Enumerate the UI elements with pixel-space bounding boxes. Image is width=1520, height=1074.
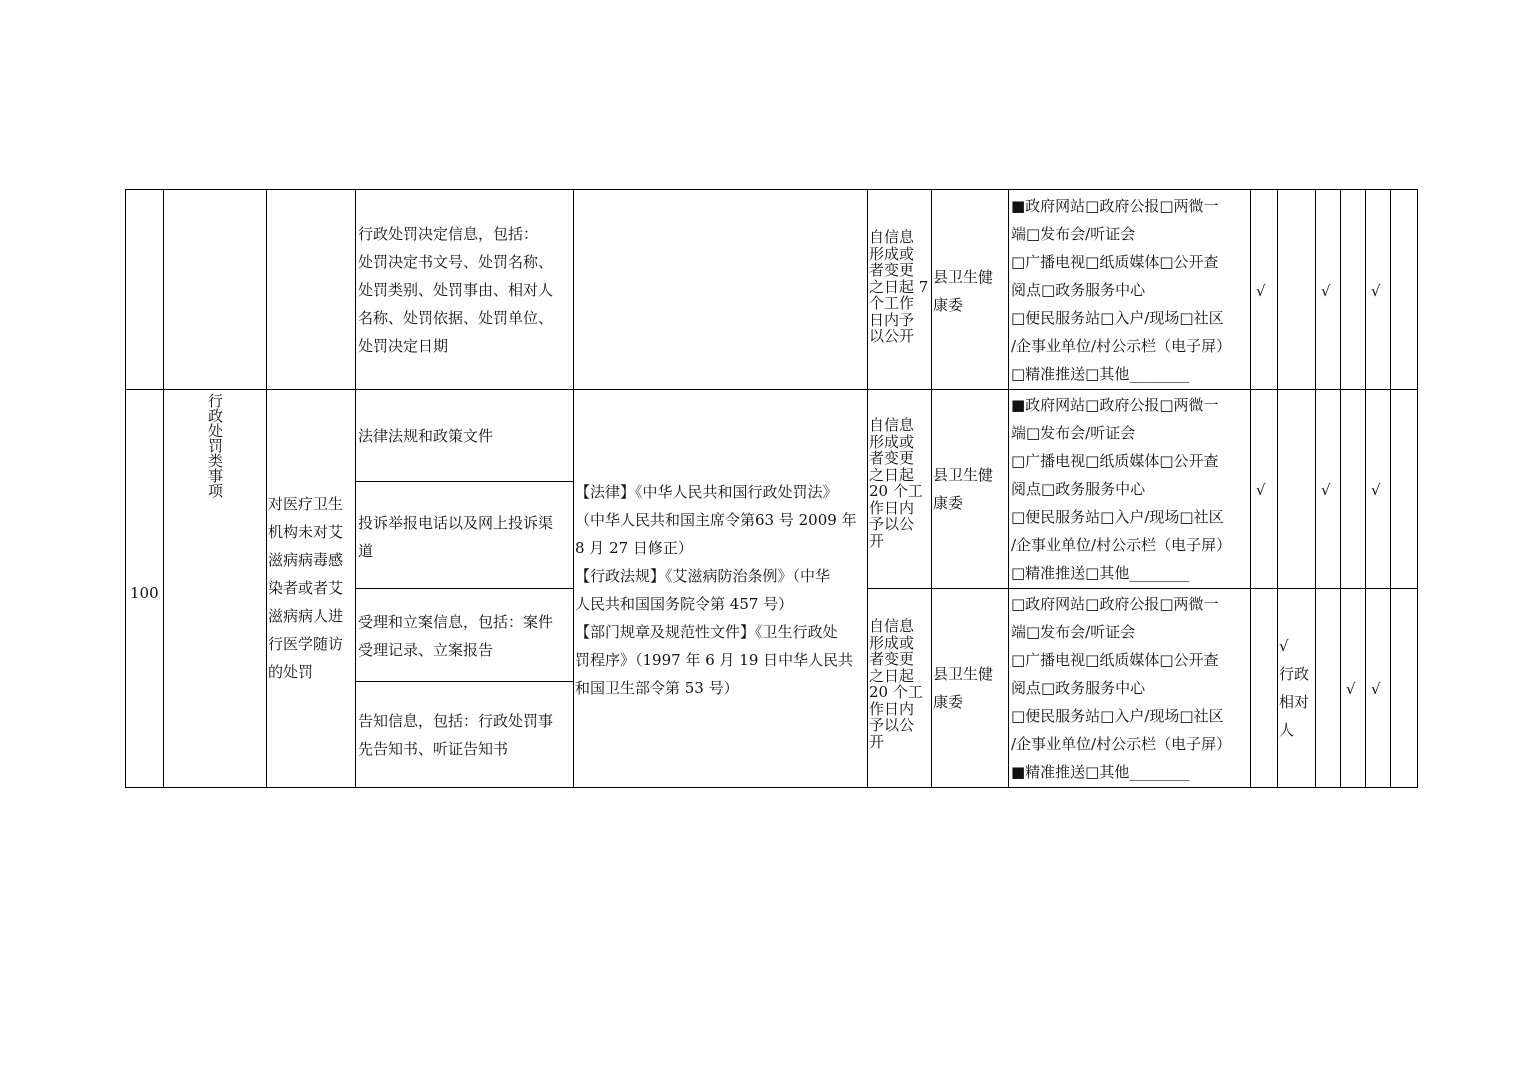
content-decision-info: 行政处罚决定信息，包括： 处罚决定书文号、处罚名称、 处罚类别、处罚事由、相对人 名称、处罚依据、处罚单位、 处罚决定日期: [358, 225, 554, 355]
col-divider: [573, 189, 574, 788]
disclosure-table: [125, 189, 1418, 788]
row-divider: [355, 681, 573, 682]
check-mark: √: [1321, 282, 1331, 300]
item-category: 行政处罚类事项: [206, 393, 224, 498]
col-divider: [931, 189, 932, 788]
disclosure-channels: □政府网站□政府公报□两微一 端□发布会/听证会 □广播电视□纸质媒体□公开查 阅点□政务服务中心 □便民服务站□入户/现场□社区 /企事业单位/村公示栏（电子屏） ■精准推送□其他________: [1011, 595, 1232, 781]
check-mark: √: [1371, 282, 1381, 300]
row-divider: [355, 588, 573, 589]
check-mark: √: [1371, 481, 1381, 499]
time-limit: 自信息 形成或 者变更 之日起 7 个工作 日内予 以公开: [869, 228, 929, 345]
disclosure-channels: ■政府网站□政府公报□两微一 端□发布会/听证会 □广播电视□纸质媒体□公开查 阅点□政务服务中心 □便民服务站□入户/现场□社区 /企事业单位/村公示栏（电子屏） □精准推送□其他________: [1011, 197, 1232, 383]
col-divider: [1277, 189, 1278, 788]
col-divider: [163, 189, 164, 788]
time-limit: 自信息 形成或 者变更 之日起 20 个工 作日内 予以公 开: [869, 416, 923, 550]
item-number: 100: [130, 584, 159, 602]
legal-basis: 【法律】《中华人民共和国行政处罚法》 （中华人民共和国主席令第63 号 2009 年 8 月 27 日修正） 【行政法规】《艾滋病防治条例》（中华 人民共和国国务院令第 457 号） 【部门规章及规范性文件】《卫生行政处 罚程序》（1997 年 6 月 19 日中华人民共 和国卫生部令第 53 号）: [575, 483, 857, 697]
item-name: 对医疗卫生 机构未对艾 滋病病毒感 染者或者艾 滋病病人进 行医学随访 的处罚: [268, 495, 344, 681]
disclosure-object: √ 行政 相对 人: [1279, 637, 1310, 739]
check-mark: √: [1371, 680, 1381, 698]
content-complaints: 投诉举报电话以及网上投诉渠 道: [358, 514, 554, 560]
responsible-subject: 县卫生健 康委: [933, 466, 994, 512]
content-notice: 告知信息，包括：行政处罚事 先告知书、听证告知书: [358, 712, 554, 758]
col-divider: [1390, 189, 1391, 788]
disclosure-channels: ■政府网站□政府公报□两微一 端□发布会/听证会 □广播电视□纸质媒体□公开查 阅点□政务服务中心 □便民服务站□入户/现场□社区 /企事业单位/村公示栏（电子屏） □精准推送□其他________: [1011, 396, 1232, 582]
row-divider: [125, 389, 1418, 390]
check-mark: √: [1321, 481, 1331, 499]
col-divider: [1008, 189, 1009, 788]
row-divider: [867, 588, 1418, 589]
responsible-subject: 县卫生健 康委: [933, 268, 994, 314]
time-limit: 自信息 形成或 者变更 之日起 20 个工 作日内 予以公 开: [869, 617, 923, 751]
col-divider: [1340, 189, 1341, 788]
responsible-subject: 县卫生健 康委: [933, 665, 994, 711]
row-divider: [355, 481, 573, 482]
content-laws: 法律法规和政策文件: [358, 427, 494, 445]
check-mark: √: [1256, 481, 1266, 499]
col-divider: [1365, 189, 1366, 788]
col-divider: [266, 189, 267, 788]
check-mark: √: [1346, 680, 1356, 698]
col-divider: [1315, 189, 1316, 788]
content-filing: 受理和立案信息，包括：案件 受理记录、立案报告: [358, 613, 554, 659]
check-mark: √: [1256, 282, 1266, 300]
col-divider: [355, 189, 356, 788]
